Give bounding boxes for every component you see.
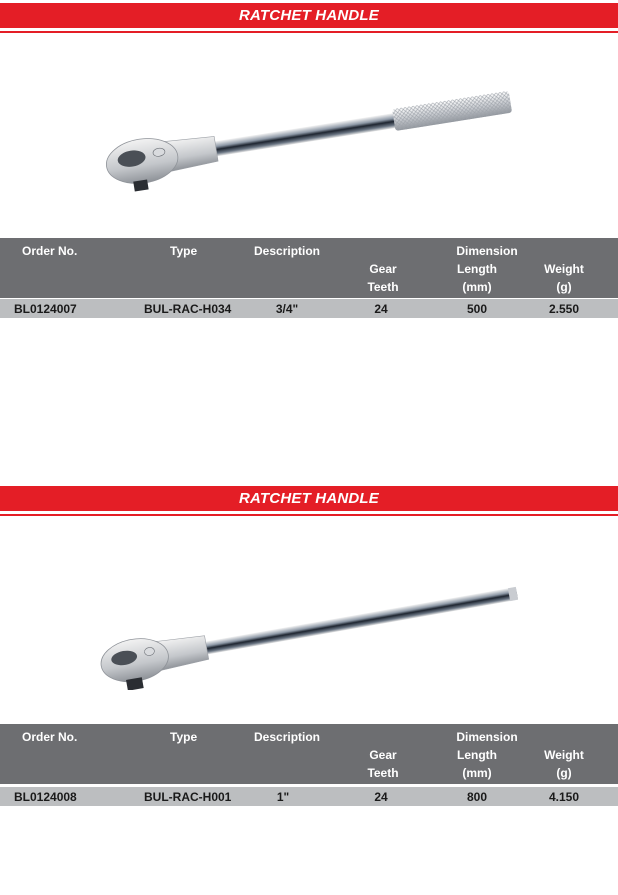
- cell-type: BUL-RAC-H001: [144, 790, 232, 804]
- ratchet-handle-image: [0, 80, 618, 195]
- col-teeth: Teeth: [367, 766, 399, 780]
- cell-order-no: BL0124007: [14, 302, 77, 316]
- col-length: Length: [457, 262, 497, 276]
- col-gear: Gear: [369, 748, 397, 762]
- cell-description: 3/4": [275, 302, 299, 316]
- col-order-no: Order No.: [22, 730, 78, 744]
- cell-weight: 2.550: [548, 302, 580, 316]
- col-weight-unit: (g): [556, 280, 572, 294]
- cell-gear-teeth: 24: [374, 790, 388, 804]
- spec-table-header: [0, 238, 618, 298]
- col-order-no: Order No.: [22, 244, 78, 258]
- table-row: [0, 299, 618, 318]
- cell-description: 1": [276, 790, 290, 804]
- cell-type: BUL-RAC-H034: [144, 302, 232, 316]
- cell-length: 800: [466, 790, 488, 804]
- section-banner: [0, 486, 618, 511]
- banner-title: RATCHET HANDLE: [238, 7, 379, 24]
- col-gear: Gear: [369, 262, 397, 276]
- banner-title: RATCHET HANDLE: [238, 490, 379, 507]
- ratchet-handle-image: [0, 575, 618, 690]
- table-row: [0, 787, 618, 806]
- spec-table-header: [0, 724, 618, 784]
- cell-order-no: BL0124008: [14, 790, 77, 804]
- col-weight: Weight: [544, 748, 584, 762]
- col-length: Length: [457, 748, 497, 762]
- section-banner: [0, 3, 618, 28]
- banner-divider: [0, 514, 618, 516]
- cell-length: 500: [466, 302, 488, 316]
- col-type: Type: [170, 244, 198, 258]
- col-length-unit: (mm): [462, 280, 492, 294]
- col-dimension: Dimension: [456, 244, 518, 258]
- col-weight: Weight: [544, 262, 584, 276]
- col-dimension: Dimension: [456, 730, 518, 744]
- cell-gear-teeth: 24: [374, 302, 388, 316]
- banner-divider: [0, 31, 618, 33]
- col-weight-unit: (g): [556, 766, 572, 780]
- col-length-unit: (mm): [462, 766, 492, 780]
- col-description: Description: [254, 730, 321, 744]
- col-description: Description: [254, 244, 321, 258]
- col-teeth: Teeth: [367, 280, 399, 294]
- col-type: Type: [170, 730, 198, 744]
- cell-weight: 4.150: [548, 790, 580, 804]
